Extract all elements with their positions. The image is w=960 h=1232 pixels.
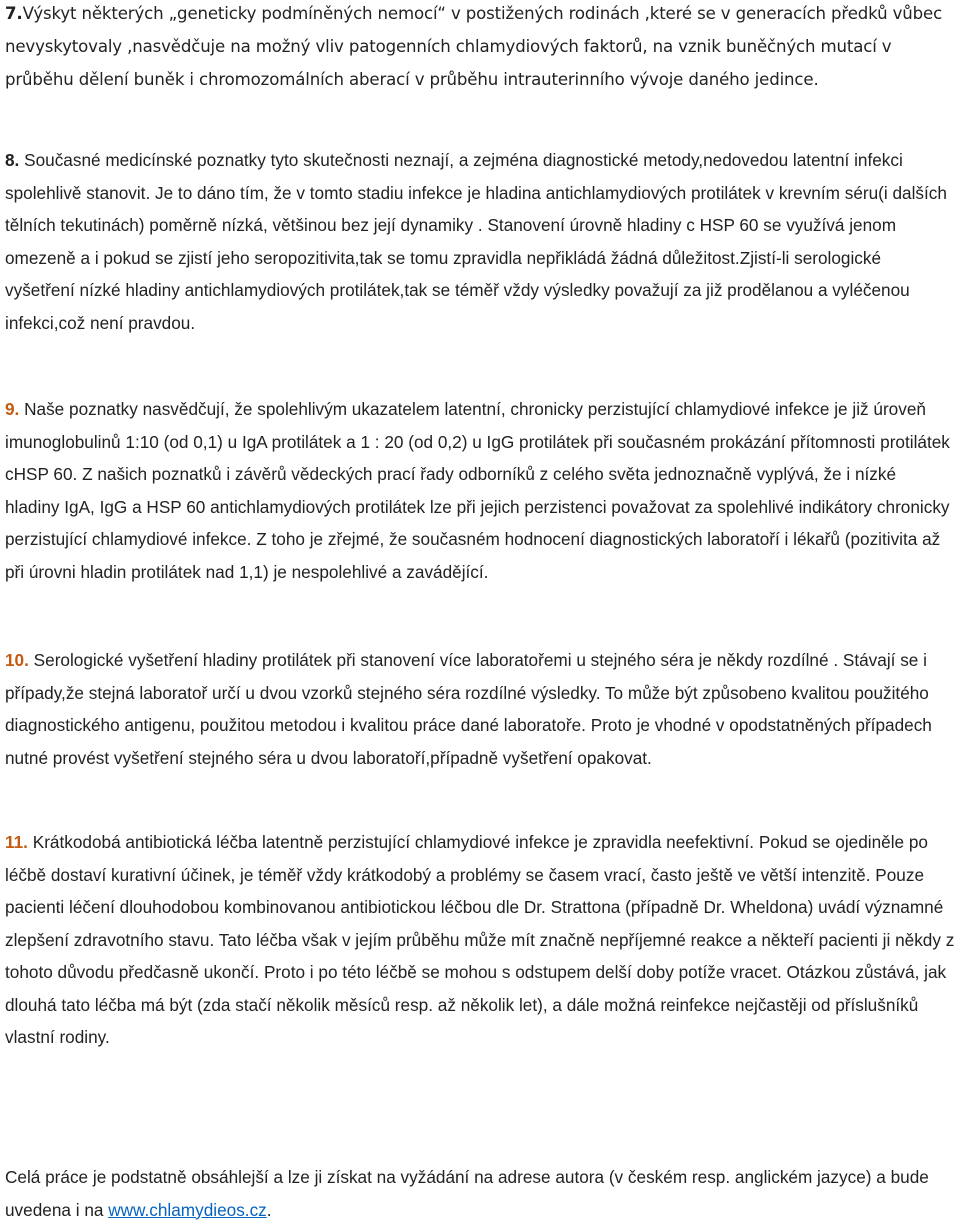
paragraph-7 (5, 0, 955, 96)
paragraph-10-text: Serologické vyšetření hladiny protilátek při stanovení více laboratořemi u stejného séra je někdy rozdílné . Stávají se i případy,že stejná laboratoř určí u dvou vzorků stejného séra rozdílné výsledky. To může být způsobeno kvalitou použitého diagnostického antigenu, použitou metodou i kvalitou práce dané laboratoře. Proto je vhodné v opodstatněných případech nutné provést vyšetření stejného séra u dvou laboratoří,případně vyšetření opakovat. (5, 650, 932, 768)
paragraph-11-text: Krátkodobá antibiotická léčba latentně perzistující chlamydiové infekce je zpravidla neefektivní. Pokud se ojediněle po léčbě dostaví kurativní účinek, je téměř vždy krátkodobý a problémy se časem vrací, často ještě ve větší intenzitě. Pouze pacienti léčení dlouhodobou kombinovanou antibiotickou léčbou dle Dr. Strattona (případně Dr. Wheldona) uvádí významné zlepšení zdravotního stavu. Tato léčba však v jejím průběhu může mít značně nepříjemné reakce a někteří pacienti ji někdy z tohoto důvodu předčasně ukončí. Proto i po této léčbě se mohou s odstupem delší doby potíže vracet. Otázkou zůstává, jak dlouhá tato léčba má být (zda stačí několik měsíců resp. až několik let), a dále možná reinfekce nejčastěji od příslušníků vlastní rodiny. (5, 832, 955, 1047)
paragraph-9-number: 9. (5, 399, 20, 419)
website-link[interactable]: www.chlamydieos.cz (108, 1199, 267, 1220)
paragraph-10-number: 10. (5, 650, 29, 670)
paragraph-11 (5, 826, 955, 1054)
paragraph-9 (5, 393, 955, 588)
paragraph-8-number: 8. (5, 150, 20, 170)
footer-period: . (266, 1199, 272, 1220)
footer-note (5, 1161, 955, 1226)
paragraph-7-text: Výskyt některých „geneticky podmíněných nemocí“ v postižených rodinách ,které se v generacích předků vůbec nevyskytovaly ,nasvědčuje na možný vliv patogenních chlamydiových faktorů, na vznik buněčných mutací v průběhu dělení buněk i chromozomálních aberací v průběhu intrauterinního vývoje daného jedince. (5, 4, 943, 89)
paragraph-11-number: 11. (5, 832, 28, 852)
paragraph-8-text: Současné medicínské poznatky tyto skutečnosti neznají, a zejména diagnostické metody,nedovedou latentní infekci spolehlivě stanovit. Je to dáno tím, že v tomto stadiu infekce je hladina antichlamydiových protilátek v krevním séru(i dalších tělních tekutinách) poměrně nízká, většinou bez její dynamiky . Stanovení úrovně hladiny c HSP 60 se využívá jenom omezeně a i pokud se zjistí jeho seropozitivita,tak se tomu zpravidla nepřikládá žádná důležitost.Zjistí-li serologické vyšetření nízké hladiny antichlamydiových protilátek,tak se téměř vždy výsledky považují za již prodělanou a vyléčenou infekci,což není pravdou. (5, 150, 947, 333)
paragraph-10 (5, 644, 955, 774)
paragraph-7-number: 7. (5, 4, 23, 23)
paragraph-9-text: Naše poznatky nasvědčují, že spolehlivým ukazatelem latentní, chronicky perzistující chlamydiové infekce je již úroveň imunoglobulinů 1:10 (od 0,1) u IgA protilátek a 1 : 20 (od 0,2) u IgG protilátek při současném prokázání přítomnosti protilátek cHSP 60. Z našich poznatků i závěrů vědeckých prací řady odborníků z celého světa jednoznačně vyplývá, že i nízké hladiny IgA, IgG a HSP 60 antichlamydiových protilátek lze při jejich perzistenci považovat za spolehlivé indikátory chronicky perzistující chlamydiové infekce. Z toho je zřejmé, že současném hodnocení diagnostických laboratoří i lékařů (pozitivita až při úrovni hladin protilátek nad 1,1) je nespolehlivé a zavádějící. (5, 399, 950, 582)
paragraph-8 (5, 144, 955, 339)
footer-text: Celá práce je podstatně obsáhlejší a lze ji získat na vyžádání na adrese autora (v českém resp. anglickém jazyce) a bude uvedena i na (5, 1167, 929, 1220)
